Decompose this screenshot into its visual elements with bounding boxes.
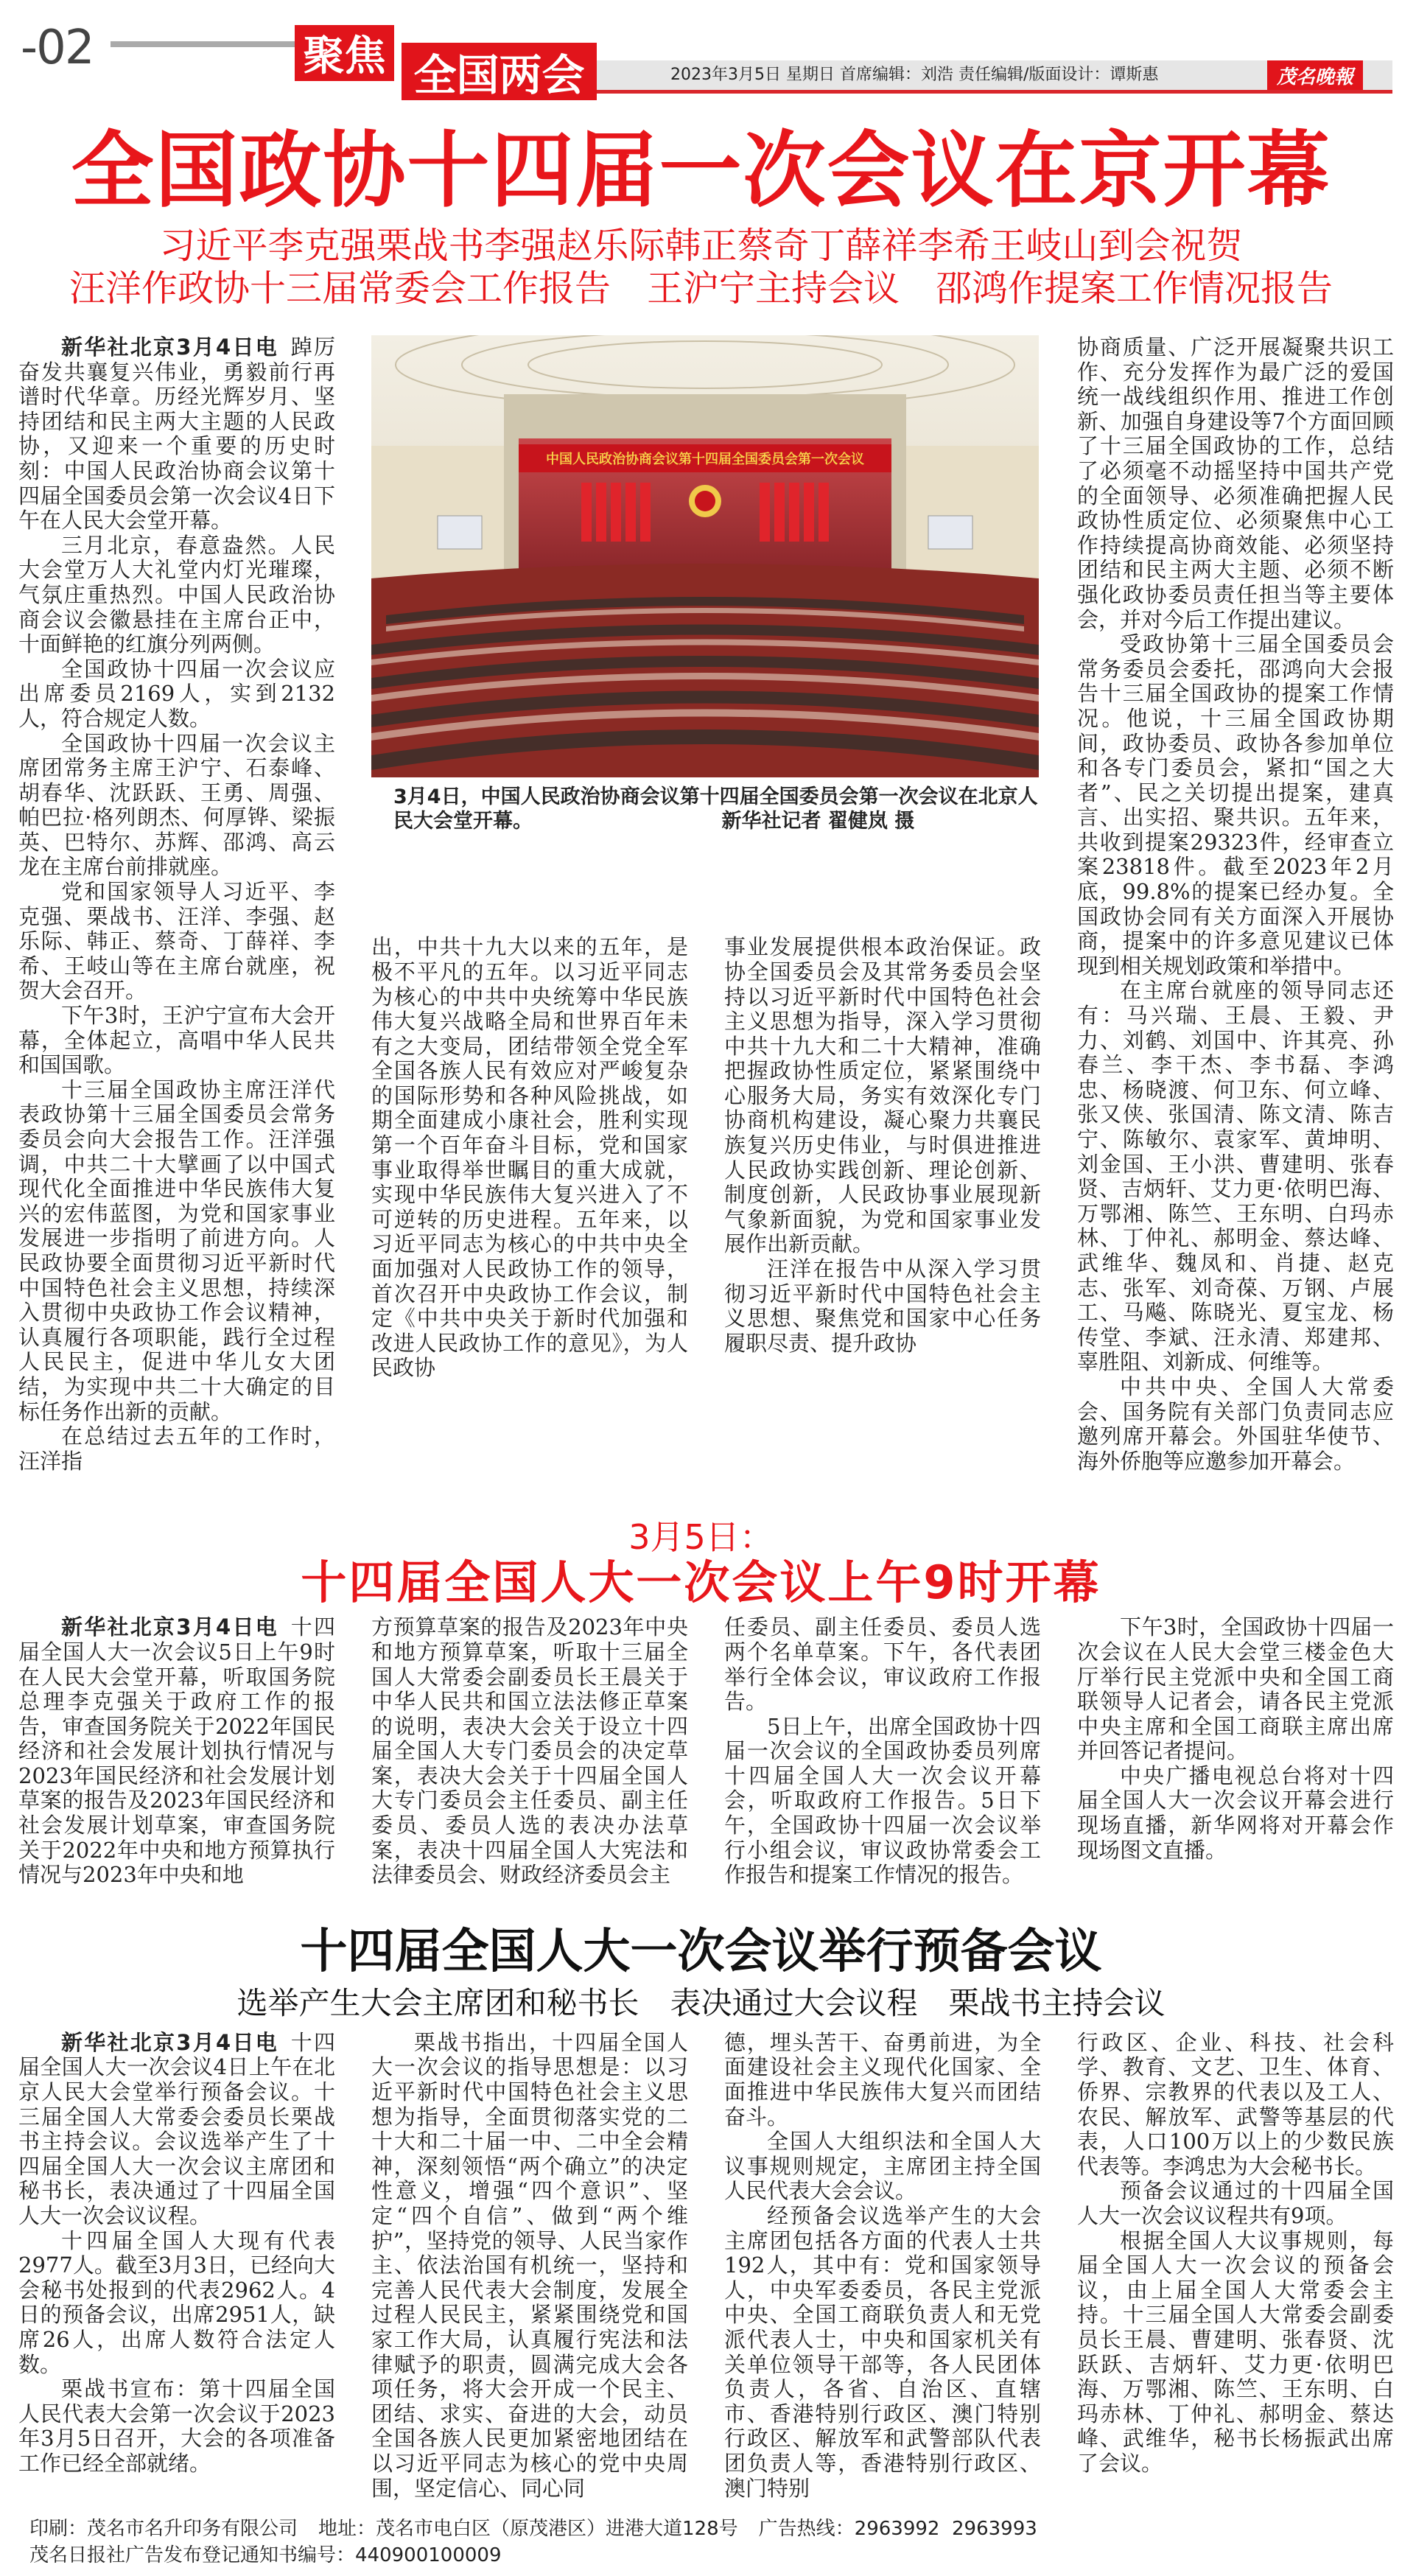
article1-column-1 — [18, 335, 335, 1474]
article3-body — [18, 2031, 1394, 2501]
footer-registration: 茂名日报社广告发布登记通知书编号：440900100009 — [29, 2544, 502, 2567]
page-header — [0, 0, 1402, 103]
masthead-logo: 茂名晚報 — [1267, 60, 1363, 90]
footer — [29, 2516, 1378, 2569]
article3-headline: 十四届全国人大一次会议举行预备会议 — [300, 1924, 1102, 1979]
header-rule — [111, 41, 296, 47]
article1-column-4 — [1077, 335, 1394, 1474]
article2-column-4 — [1077, 1615, 1394, 1888]
paragraph — [18, 335, 335, 533]
dateline: 新华社北京3月4日电 — [61, 335, 278, 360]
paragraph: 党和国家领导人习近平、李克强、栗战书、汪洋、李强、赵乐际、韩正、蔡奇、丁薛祥、李希、王岐山等在主席台就座，祝贺大会召开。 — [18, 879, 335, 1004]
page-number: -02 — [21, 21, 94, 75]
section-name: 全国两会 — [402, 43, 597, 100]
conference-photo — [371, 335, 1039, 777]
dateline: 新华社北京3月4日电 — [61, 1614, 278, 1640]
paragraph: 受政协第十三届全国委员会常务委员会委托，邵鸿向大会报告十三届全国政协的提案工作情况。他说，十三届全国政协期间，政协委员、政协各参加单位和各专门委员会，紧扣“国之大者”、民之关切提出提案，建真言、出实招、聚共识。五年来，共收到提案29323件，经审查立案23818件。截至2023年2月底，99.8%的提案已经办复。全国政协会同有关方面深入开展协商，提案中的许多意见建议已体现到相关规划政策和举措中。 — [1077, 631, 1394, 979]
article3-column-4 — [1077, 2031, 1394, 2501]
article2-column-1 — [18, 1615, 335, 1888]
article2-body — [18, 1615, 1394, 1888]
paragraph: 十四届全国人大现有代表2977人。截至3月3日，已经向大会秘书处报到的代表2962人。4日的预备会议，出席2951人，缺席26人，出席人数符合法定人数。 — [18, 2227, 335, 2377]
paragraph — [18, 2031, 335, 2229]
article1-column-2 — [371, 935, 688, 1474]
article2-kicker: 3月5日： — [628, 1517, 774, 1558]
paragraph: 全国政协十四届一次会议应出席委员2169人，实到2132人，符合规定人数。 — [18, 656, 335, 731]
paragraph-text: 十四届全国人大一次会议5日上午9时在人民大会堂开幕，听取国务院总理李克强关于政府工作的报告，审查国务院关于2022年国民经济和社会发展计划执行情况与2023年国民经济和社会发展计划草案的报告及2023年国民经济和社会发展计划草案，审查国务院关于2022年中央和地方预算执行情况与2023年中央和地 — [18, 1614, 335, 1888]
dateline: 新华社北京3月4日电 — [61, 2029, 278, 2055]
article3-column-1 — [18, 2031, 335, 2501]
article3-column-3 — [724, 2031, 1041, 2501]
section-tag: 聚焦 — [295, 25, 394, 81]
paragraph: 全国人大组织法和全国人大议事规则规定，主席团主持全国人民代表大会会议。 — [724, 2129, 1041, 2204]
paragraph: 出，中共十九大以来的五年，是极不平凡的五年。以习近平同志为核心的中共中央统筹中华民族伟大复兴战略全局和世界百年未有之大变局，团结带领全党全军全国各族人民有效应对严峻复杂的国际形势和各种风险挑战，如期全面建成小康社会，胜利实现第一个百年奋斗目标，党和国家事业取得举世瞩目的重大成就，实现中华民族伟大复兴进入了不可逆转的历史进程。五年来，以习近平同志为核心的中共中央全面加强对人民政协工作的领导，首次召开中央政协工作会议，制定《中共中央关于新时代加强和改进人民政协工作的意见》，为人民政协 — [371, 934, 688, 1381]
paragraph — [18, 1615, 335, 1888]
paragraph: 事业发展提供根本政治保证。政协全国委员会及其常务委员会坚持以习近平新时代中国特色社会主义思想为指导，深入学习贯彻中共十九大和二十大精神，准确把握政协性质定位，紧紧围绕中心服务大局，务实有效深化专门协商机构建设，凝心聚力共襄民族复兴历史伟业，与时俱进推进人民政协实践创新、理论创新、制度创新，人民政协事业展现新气象新面貌，为党和国家事业发展作出新贡献。 — [724, 934, 1041, 1257]
article1-body — [18, 335, 1394, 1474]
article2-headline: 十四届全国人大一次会议上午9时开幕 — [301, 1555, 1101, 1610]
paragraph: 经预备会议选举产生的大会主席团包括各方面的代表人士共192人，其中有：党和国家领导人，中央军委委员，各民主党派中央、全国工商联负责人和无党派代表人士，中央和国家机关有关单位领导干部等，各人民团体负责人，各省、自治区、直辖市、香港特别行政区、澳门特别行政区、解放军和武警部队代表团负责人等，香港特别行政区、澳门特别 — [724, 2203, 1041, 2501]
paragraph: 预备会议通过的十四届全国人大一次会议议程共有9项。 — [1077, 2178, 1394, 2228]
photo-caption: 3月4日，中国人民政治协商会议第十四届全国委员会第一次会议在北京人民大会堂开幕。 新华社记者 翟健岚 摄 — [393, 785, 1038, 833]
paragraph: 方预算草案的报告及2023年中央和地方预算草案，听取十三届全国人大常委会副委员长王晨关于中华人民共和国立法法修正草案的说明，表决大会关于设立十四届全国人大专门委员会的决定草案，表决大会关于十四届全国人大专门委员会主任委员、副主任委员、委员人选的表决办法草案，表决十四届全国人大宪法和法律委员会、财政经济委员会主 — [371, 1614, 688, 1888]
article3-column-2 — [371, 2031, 688, 2501]
subheadline-2: 汪洋作政协十三届常委会工作报告 王沪宁主持会议 邵鸿作提案工作情况报告 — [69, 267, 1333, 309]
paragraph: 5日上午，出席全国政协十四届一次会议的全国政协委员列席十四届全国人大一次会议开幕会，听取政府工作报告。5日下午，全国政协十四届一次会议举行小组会议，审议政协常委会工作报告和提案工作情况的报告。 — [724, 1713, 1041, 1888]
paragraph: 全国政协十四届一次会议主席团常务主席王沪宁、石泰峰、胡春华、沈跃跃、王勇、周强、帕巴拉·格列朗杰、何厚铧、梁振英、巴特尔、苏辉、邵鸿、高云龙在主席台前排就座。 — [18, 730, 335, 880]
paragraph: 在主席台就座的领导同志还有：马兴瑞、王晨、王毅、尹力、刘鹤、刘国中、许其亮、孙春兰、李干杰、李书磊、李鸿忠、杨晓渡、何卫东、何立峰、张又侠、张国清、陈文清、陈吉宁、陈敏尔、袁家军、黄坤明、刘金国、王小洪、曹建明、张春贤、吉炳轩、艾力更·依明巴海、万鄂湘、陈竺、王东明、白玛赤林、丁仲礼、郝明金、蔡达峰、武维华、魏凤和、肖捷、赵克志、张军、刘奇葆、万钢、卢展工、马飚、陈晓光、夏宝龙、杨传堂、李斌、汪永清、郑建邦、辜胜阻、刘新成、何维等。 — [1077, 978, 1394, 1375]
paragraph: 汪洋在报告中从深入学习贯彻习近平新时代中国特色社会主义思想、聚焦党和国家中心任务履职尽责、提升政协 — [724, 1256, 1041, 1356]
photo-block — [371, 335, 1041, 926]
paragraph: 栗战书指出，十四届全国人大一次会议的指导思想是：以习近平新时代中国特色社会主义思想为指导，全面贯彻落实党的二十大和二十届一中、二中全会精神，深刻领悟“两个确立”的决定性意义，增强“四个意识”、坚定“四个自信”、做到“两个维护”，坚持党的领导、人民当家作主、依法治国有机统一，坚持和完善人民代表大会制度，发展全过程人民民主，紧紧围绕党和国家工作大局，认真履行宪法和法律赋予的职责，圆满完成大会各项任务，将大会开成一个民主、团结、求实、奋进的大会，动员全国各族人民更加紧密地团结在以习近平同志为核心的党中央周围，坚定信心、同心同 — [371, 2029, 688, 2501]
footer-ad-hotline: 广告热线：2963992 2963993 — [758, 2518, 1037, 2541]
article2-column-3 — [724, 1615, 1041, 1888]
article2-column-2 — [371, 1615, 688, 1888]
paragraph: 协商质量、广泛开展凝聚共识工作、充分发挥作为最广泛的爱国统一战线组织作用、推进工作创新、加强自身建设等7个方面回顾了十三届全国政协的工作，总结了必须毫不动摇坚持中国共产党的全面领导、必须准确把握人民政协性质定位、必须聚焦中心工作持续提高协商效能、必须坚持团结和民主两大主题、必须不断强化政协委员责任担当等主要体会，并对今后工作提出建议。 — [1077, 335, 1394, 632]
paragraph: 三月北京，春意盎然。人民大会堂万人大礼堂内灯光璀璨，气氛庄重热烈。中国人民政治协商会议会徽悬挂在主席台正中，十面鲜艳的红旗分列两侧。 — [18, 532, 335, 657]
article1-column-3 — [724, 935, 1041, 1474]
paragraph: 德，埋头苦干、奋勇前进，为全面建设社会主义现代化国家、全面推进中华民族伟大复兴而团结奋斗。 — [724, 2029, 1041, 2129]
subheadline-1: 习近平李克强栗战书李强赵乐际韩正蔡奇丁薛祥李希王岐山到会祝贺 — [159, 225, 1243, 267]
issue-dateline: 2023年3月5日 星期日 首席编辑：刘浩 责任编辑/版面设计：谭斯惠 — [670, 66, 1159, 84]
headline: 全国政协十四届一次会议在京开幕 — [71, 123, 1331, 219]
header-band — [597, 60, 1392, 94]
paragraph: 在总结过去五年的工作时，汪洋指 — [18, 1424, 335, 1474]
paragraph: 行政区、企业、科技、社会科学、教育、文艺、卫生、体育、侨界、宗教界的代表以及工人、农民、解放军、武警等基层的代表，人口100万以上的少数民族代表等。李鸿忠为大会秘书长。 — [1077, 2029, 1394, 2179]
paragraph: 下午3时，王沪宁宣布大会开幕，全体起立，高唱中华人民共和国国歌。 — [18, 1003, 335, 1078]
footer-address: 地址：茂名市电白区（原茂港区）进港大道128号 — [318, 2518, 738, 2541]
paragraph: 中央广播电视总台将对十四届全国人大一次会议开幕会进行现场直播，新华网将对开幕会作现场图文直播。 — [1077, 1763, 1394, 1863]
paragraph: 中共中央、全国人大常委会、国务院有关部门负责同志应邀列席开幕会。外国驻华使节、海外侨胞等应邀参加开幕会。 — [1077, 1373, 1394, 1474]
article3-subheadline: 选举产生大会主席团和秘书长 表决通过大会议程 栗战书主持会议 — [236, 1984, 1166, 2021]
paragraph: 任委员、副主任委员、委员人选两个名单草案。下午，各代表团举行全体会议，审议政府工作报告。 — [724, 1614, 1041, 1715]
paragraph: 十三届全国政协主席汪洋代表政协第十三届全国委员会常务委员会向大会报告工作。汪洋强调，中共二十大擘画了以中国式现代化全面推进中华民族伟大复兴的宏伟蓝图，为党和国家事业发展进一步指明了前进方向。人民政协要全面贯彻习近平新时代中国特色社会主义思想，持续深入贯彻中央政协工作会议精神，认真履行各项职能，践行全过程人民民主，促进中华儿女大团结，为实现中共二十大确定的目标任务作出新的贡献。 — [18, 1077, 335, 1424]
paragraph: 根据全国人大议事规则，每届全国人大一次会议的预备会议，由上届全国人大常委会主持。十三届全国人大常委会副委员长王晨、曹建明、张春贤、沈跃跃、吉炳轩、艾力更·依明巴海、万鄂湘、陈竺、王东明、白玛赤林、丁仲礼、郝明金、蔡达峰、武维华，秘书长杨振武出席了会议。 — [1077, 2227, 1394, 2476]
photo-banner-text: 中国人民政治协商会议第十四届全国委员会第一次会议 — [546, 452, 864, 467]
paragraph: 栗战书宣布：第十四届全国人民代表大会第一次会议于2023年3月5日召开，大会的各项准备工作已经全部就绪。 — [18, 2376, 335, 2476]
paragraph-text: 十四届全国人大一次会议4日上午在北京人民大会堂举行预备会议。十三届全国人大常委会委员长栗战书主持会议。会议选举产生了十四届全国人大一次会议主席团和秘书长，表决通过了十四届全国人大一次会议议程。 — [18, 2029, 335, 2228]
footer-printer: 印刷：茂名市名升印务有限公司 — [29, 2518, 298, 2541]
paragraph-text: 踔厉奋发共襄复兴伟业，勇毅前行再谱时代华章。历经光辉岁月、坚持团结和民主两大主题的人民政协，又迎来一个重要的历史时刻：中国人民政治协商会议第十四届全国委员会第一次会议4日下午在人民大会堂开幕。 — [18, 335, 335, 533]
paragraph: 下午3时，全国政协十四届一次会议在人民大会堂三楼金色大厅举行民主党派中央和全国工商联领导人记者会，请各民主党派中央主席和全国工商联主席出席并回答记者提问。 — [1077, 1614, 1394, 1764]
